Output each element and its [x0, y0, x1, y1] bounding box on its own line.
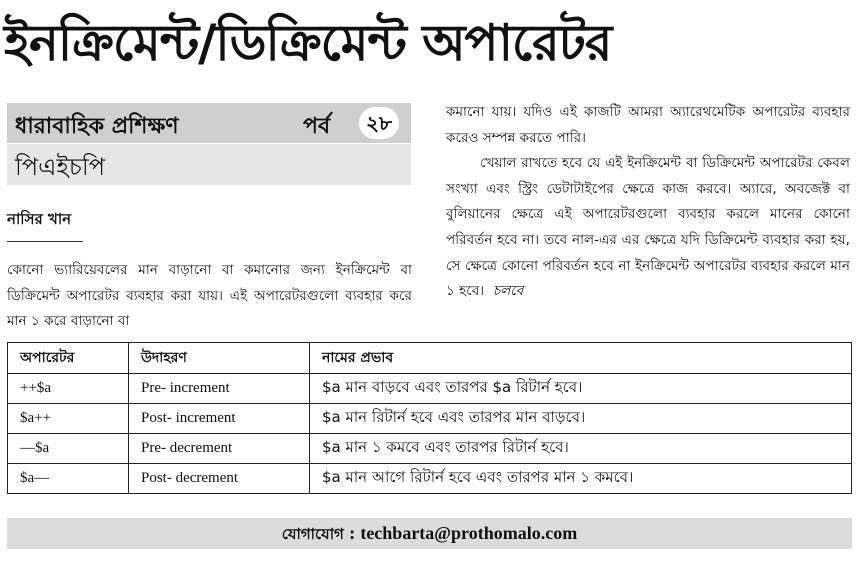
- right-paragraph-2: [446, 151, 850, 305]
- series-topic-row: [7, 144, 411, 185]
- operator-cell: —$a: [8, 434, 129, 464]
- header-effect: নামের প্রভাব: [310, 343, 852, 374]
- series-part-number: ২৮: [359, 107, 399, 139]
- headline: ইনক্রিমেন্ট/ডিক্রিমেন্ট অপারেটর: [4, 14, 612, 72]
- series-header: [7, 103, 411, 143]
- effect-cell: $a মান বাড়বে এবং তারপর $a রিটার্ন হবে।: [310, 374, 852, 404]
- series-topic: পিএইচপি: [15, 153, 106, 181]
- series-part-label: পর্ব: [303, 114, 331, 139]
- series-title: ধারাবাহিক প্রশিক্ষণ: [15, 114, 179, 139]
- table-row: [8, 374, 852, 404]
- footer-contact: [7, 518, 852, 549]
- right-paragraph-2-text: খেয়াল রাখতে হবে যে এই ইনক্রিমেন্ট বা ডিক্রিমেন্ট অপারেটর কেবল সংখ্যা এবং স্ট্রিং ডেটাটাইপের ক্ষেত্রে কাজ করবে। অ্যারে, অবজেক্ট বা বুলিয়ানের ক্ষেত্রে এই অপারেটরগুলো ব্যবহার করলে মানের কোনো পরিবর্তন হবে না। তবে নাল-এর এর ক্ষেত্রে যদি ডিক্রিমেন্ট ব্যবহার করা হয়, সে ক্ষেত্রে কোনো পরিবর্তন হবে না ইনক্রিমেন্ট অপারেটর ব্যবহার করলে মান ১ হবে।: [446, 155, 850, 300]
- example-cell: Pre- decrement: [129, 434, 310, 464]
- contact-label: যোগাযোগ :: [281, 525, 356, 543]
- author-name: নাসির খান: [7, 210, 72, 228]
- series-box: [7, 103, 411, 185]
- example-cell: Pre- increment: [129, 374, 310, 404]
- continued-label: চলবে: [492, 283, 524, 300]
- right-column: [446, 100, 850, 305]
- table-row: [8, 404, 852, 434]
- header-operator: অপারেটর: [8, 343, 129, 374]
- table-row: [8, 464, 852, 494]
- contact-email[interactable]: techbarta@prothomalo.com: [360, 523, 578, 543]
- author-divider: [7, 241, 83, 242]
- header-example: উদাহরণ: [129, 343, 310, 374]
- effect-cell: $a মান ১ কমবে এবং তারপর রিটার্ন হবে।: [310, 434, 852, 464]
- operator-cell: $a—: [8, 464, 129, 494]
- table-header-row: [8, 343, 852, 374]
- example-cell: Post- decrement: [129, 464, 310, 494]
- operator-table: [7, 342, 852, 494]
- table-row: [8, 434, 852, 464]
- right-paragraph-1: কমানো যায়। যদিও এই কাজটি আমরা অ্যারেথমেটিক অপারেটর ব্যবহার করেও সম্পন্ন করতে পারি।: [446, 104, 850, 146]
- effect-cell: $a মান রিটার্ন হবে এবং তারপর মান বাড়বে।: [310, 404, 852, 434]
- operator-cell: $a++: [8, 404, 129, 434]
- operator-cell: ++$a: [8, 374, 129, 404]
- example-cell: Post- increment: [129, 404, 310, 434]
- intro-paragraph: কোনো ভ্যারিয়েবলের মান বাড়ানো বা কমানোর জন্য ইনক্রিমেন্ট বা ডিক্রিমেন্ট অপারেটর ব্যবহার করা যায়। এই অপারেটরগুলো ব্যবহার করে মান ১ করে বাড়ানো বা: [7, 262, 412, 330]
- effect-cell: $a মান আগে রিটার্ন হবে এবং তারপর মান ১ কমবে।: [310, 464, 852, 494]
